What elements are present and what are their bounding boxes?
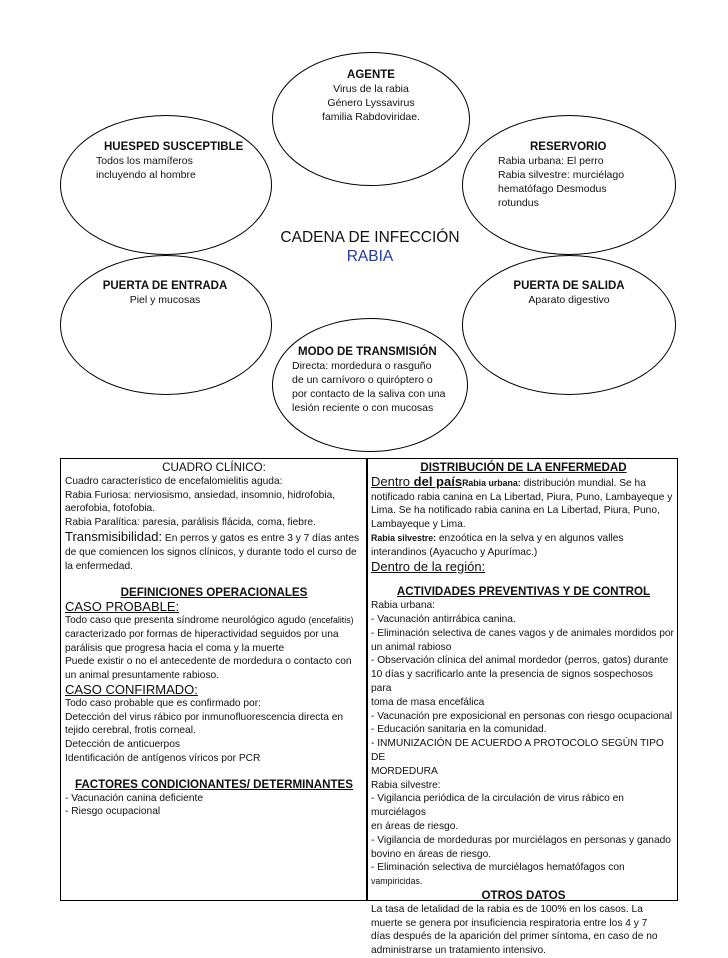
actividad-line: - Vacunación pre exposicional en personas con riesgo ocupacional [371, 710, 673, 722]
actividad-line: - Vigilancia de mordeduras por murciélagos en personas y ganado [371, 834, 671, 846]
confirmado-line: Detección del virus rábico por inmunofluorescencia directa en [65, 711, 344, 723]
actividades-title: ACTIVIDADES PREVENTIVAS Y DE CONTROL [396, 585, 651, 599]
agente-line: Virus de la rabia [333, 83, 409, 95]
distribucion-line: Lima. Se ha notificado rabia canina en La Libertad, Piura, Puno, [371, 505, 660, 517]
huesped-block [96, 140, 266, 182]
salida-block [484, 279, 654, 307]
probable-text: Todo caso que presenta síndrome neurológico agudo [65, 614, 309, 626]
agente-title: AGENTE [347, 69, 395, 81]
salida-line: Aparato digestivo [528, 294, 610, 306]
probable-small: (encefalitis) [308, 614, 354, 625]
actividad-line: un animal rabioso [371, 641, 452, 653]
huesped-line: Todos los mamíferos [96, 155, 193, 167]
otros-line: muerte se genera por insuficiencia respiratoria entre los 4 y 7 [371, 917, 648, 929]
entrada-line: Piel y mucosas [129, 294, 201, 306]
actividad-line: - Vacunación antirrábica canina. [371, 613, 516, 625]
transmisibilidad-line: de que comiencen los signos clínicos, y durante todo el curso de [65, 546, 357, 558]
actividad-line: MORDEDURA [371, 765, 438, 777]
huesped-line: incluyendo al hombre [96, 169, 196, 181]
confirmado-title: CASO CONFIRMADO: [65, 681, 198, 697]
factores-line: - Vacunación canina deficiente [65, 792, 203, 804]
salida-ellipse [462, 255, 676, 395]
rabia-urbana-label: Rabia urbana: [462, 477, 521, 488]
actividad-line: - Eliminación selectiva de canes vagos y de animales mordidos por [371, 627, 674, 639]
transmisibilidad-label: Transmisibilidad: [65, 528, 163, 544]
actividad-line: en áreas de riesgo. [371, 820, 459, 832]
transmision-block [292, 345, 464, 415]
entrada-title: PUERTA DE ENTRADA [102, 280, 228, 292]
otros-line: administrarse un tratamiento intensivo. [371, 945, 546, 957]
confirmado-line: Detección de anticuerpos [65, 739, 180, 751]
actividad-last-text: - Eliminación selectiva de murciélagos hematófagos con [371, 862, 625, 874]
transmision-line: de un carnívoro o quiróptero o [292, 374, 433, 386]
entrada-ellipse [60, 255, 272, 395]
otros-line: días después de la aparición del primer síntoma, en caso de no [371, 931, 658, 943]
silvestre-line: interandinos (Ayacucho y Apurímac.) [371, 546, 538, 558]
transmision-title: MODO DE TRANSMISIÓN [298, 346, 437, 358]
clinico-line: aerofobia, fotofobia. [65, 503, 156, 515]
factores-title: FACTORES CONDICIONANTES/ DETERMINANTES [74, 777, 354, 791]
reservorio-line: rotundus [498, 197, 539, 209]
distribucion-title: DISTRIBUCIÓN DE LA ENFERMEDAD [420, 461, 627, 474]
probable-line: parálisis que progresa hacia el coma y la muerte [65, 642, 285, 654]
reservorio-line: Rabia urbana: El perro [498, 155, 604, 167]
actividad-line: 10 días y sacrificarlo ante la presencia de signos sospechosos para [371, 669, 654, 694]
rabia-silvestre-label: Rabia silvestre: [371, 532, 437, 543]
reservorio-title: RESERVORIO [530, 141, 607, 153]
info-table [60, 458, 678, 957]
actividad-last-small: vampiricidas. [371, 876, 423, 887]
actividad-line: Rabia silvestre: [371, 779, 441, 791]
transmision-line: por contacto de la saliva con una [292, 388, 446, 400]
dentro-pais-bold: del país [410, 473, 463, 489]
agente-line: Género Lyssavirus [327, 97, 415, 109]
confirmado-line: Identificación de antígenos víricos por PCR [65, 752, 261, 764]
actividad-line [371, 861, 676, 889]
dentro-pais-label: Dentro [371, 473, 411, 489]
actividad-line: Rabia urbana: [371, 600, 436, 612]
otros-title: OTROS DATOS [481, 888, 566, 902]
huesped-ellipse [60, 115, 272, 255]
probable-line: caracterizado por formas de hiperactividad seguidos por una [65, 628, 339, 640]
actividad-line: bovino en áreas de riesgo. [371, 848, 492, 860]
rabia-urbana-text: distribución mundial. Se ha [520, 477, 646, 489]
probable-line: un animal presuntamente rabioso. [65, 670, 220, 682]
clinico-line: Rabia Furiosa: nerviosismo, ansiedad, insomnio, hidrofobia, [65, 489, 336, 501]
right-column [371, 461, 676, 958]
transmision-line: lesión reciente o con mucosas [292, 402, 434, 414]
agente-line: familia Rabdoviridae. [321, 111, 421, 123]
actividad-line: - Vigilancia periódica de la circulación de virus rábico en murciélagos [371, 793, 624, 819]
salida-title: PUERTA DE SALIDA [513, 280, 625, 292]
probable-title: CASO PROBABLE: [65, 599, 180, 615]
cadena-title [270, 228, 470, 266]
transmisibilidad-line: la enfermedad. [65, 560, 133, 572]
actividad-line: - Observación clínica del animal mordedor (perros, gatos) durante [371, 655, 669, 667]
table-divider [366, 459, 368, 900]
actividad-line: toma de masa encefálica [371, 696, 485, 708]
clinico-title: CUADRO CLÍNICO: [162, 461, 266, 474]
transmision-line: Directa: mordedura o rasguño [292, 360, 432, 372]
actividad-line: - Educación sanitaria en la comunidad. [371, 724, 547, 736]
distribucion-line: notificado rabia canina en La Libertad, Piura, Puno, Lambayeque y [371, 491, 673, 503]
confirmado-line: Todo caso probable que es confirmado por: [65, 697, 261, 709]
transmisibilidad-line [65, 530, 363, 546]
left-column [65, 461, 363, 819]
huesped-title: HUESPED SUSCEPTIBLE [104, 141, 244, 153]
defs-title: DEFINICIONES OPERACIONALES [120, 586, 308, 600]
dentro-pais-line [371, 475, 676, 491]
clinico-line: Rabia Paralítica: paresia, parálisis flácida, coma, fiebre. [65, 517, 316, 529]
reservorio-block [498, 140, 668, 210]
entrada-block [80, 279, 250, 307]
probable-line: Puede existir o no el antecedente de mordedura o contacto con [65, 656, 352, 668]
transmisibilidad-text: En perros y gatos es entre 3 y 7 días antes [162, 532, 360, 544]
reservorio-line: hematófago Desmodus [498, 183, 607, 195]
confirmado-line: tejido cerebral, frotis corneal. [65, 725, 196, 737]
clinico-line: Cuadro característico de encefalomielitis aguda: [65, 475, 283, 487]
agente-block [296, 68, 446, 124]
factores-line: - Riesgo ocupacional [65, 806, 161, 818]
otros-line: La tasa de letalidad de la rabia es de 100% en los casos. La [371, 903, 643, 915]
probable-line [65, 614, 363, 628]
cadena-title-line2: RABIA [346, 248, 394, 265]
dentro-region: Dentro de la región: [371, 558, 486, 574]
reservorio-line: Rabia silvestre: murciélago [498, 169, 625, 181]
actividad-line: - INMUNIZACIÓN DE ACUERDO A PROTOCOLO SEGÚN TIPO DE [371, 738, 664, 763]
silvestre-line [371, 532, 676, 546]
distribucion-line: Lambayeque y Lima. [371, 519, 466, 531]
cadena-title-line1: CADENA DE INFECCIÓN [280, 229, 460, 246]
rabia-silvestre-text: enzoótica en la selva y en algunos valles [436, 532, 624, 544]
